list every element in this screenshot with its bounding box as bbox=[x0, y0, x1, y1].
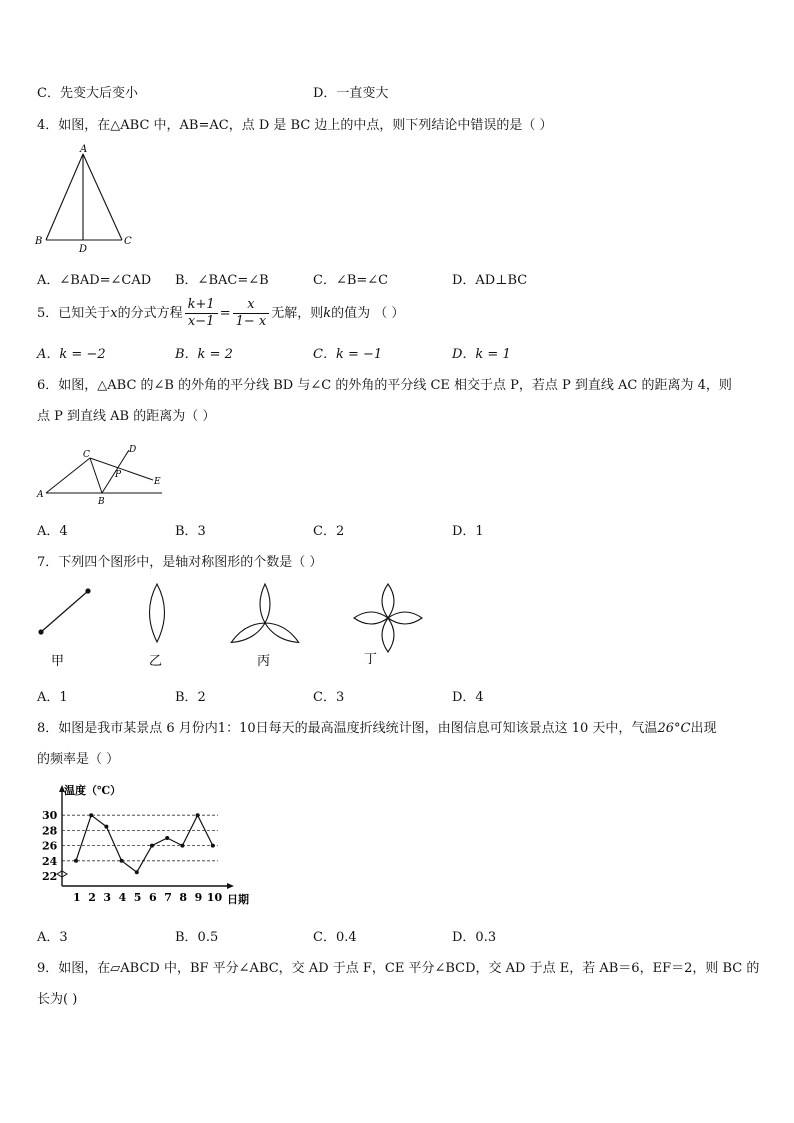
q8-stem-line1 bbox=[37, 717, 716, 736]
q5-stem-mid2: 无解，则 bbox=[271, 306, 324, 321]
q8-option-c: C．0.4 bbox=[313, 930, 357, 945]
chart-ytick-label: 26 bbox=[42, 839, 58, 853]
chart-data-point bbox=[150, 844, 154, 848]
q8-stem-line1-a: 8．如图是我市某景点 6 月份内1：10日每天的最高温度折线统计图，由图信息可知该景点这 10 天中，气温 bbox=[37, 721, 658, 736]
q5-var-x: x bbox=[110, 306, 118, 321]
q9-stem-line1: 9．如图，在▱ABCD 中，BF 平分∠ABC，交 AD 于点 F，CE 平分∠BCD，交 AD 于点 E，若 AB＝6，EF＝2，则 BC 的 bbox=[37, 961, 760, 976]
chart-xtick-label: 6 bbox=[149, 891, 157, 904]
q6-bisector-figure bbox=[32, 440, 172, 510]
q7-option-d: D．4 bbox=[452, 690, 484, 705]
q6-option-b: B．3 bbox=[175, 524, 206, 539]
chart-data-point bbox=[135, 870, 139, 874]
q5-stem-prefix: 5．已知关于 bbox=[37, 306, 111, 321]
q7-option-b: B．2 bbox=[175, 690, 206, 705]
q6-label-a: A bbox=[37, 490, 44, 500]
q5-equals: = bbox=[219, 306, 231, 321]
q4-option-b: B．∠BAC=∠B bbox=[175, 273, 269, 288]
chart-xtick-label: 1 bbox=[73, 891, 81, 904]
q5-var-k: k bbox=[323, 306, 332, 321]
chart-ytick-label: 30 bbox=[42, 809, 58, 823]
q5-frac2-num: x bbox=[233, 297, 270, 314]
q6-label-e: E bbox=[154, 477, 161, 487]
chart-xtick-label: 2 bbox=[88, 891, 96, 904]
q5-option-a: A．k = −2 bbox=[37, 347, 106, 362]
q5-stem-mid: 的分式方程 bbox=[117, 306, 183, 321]
q4-option-a: A．∠BAD=∠CAD bbox=[37, 273, 152, 288]
chart-data-point bbox=[196, 813, 200, 817]
q5-frac2-den: 1− x bbox=[235, 314, 267, 329]
q5-frac1-den: x−1 bbox=[187, 314, 215, 329]
q7-figures bbox=[30, 578, 450, 678]
q6-label-d: D bbox=[129, 445, 137, 455]
q7-label-bing: 丙 bbox=[257, 654, 271, 669]
chart-xtick-label: 9 bbox=[194, 891, 203, 904]
q5-fraction-left bbox=[185, 297, 218, 330]
chart-ytick-label: 24 bbox=[42, 854, 58, 868]
q3-option-d: D．一直变大 bbox=[313, 86, 389, 101]
q6-label-p: P bbox=[115, 470, 122, 480]
q8-option-a: A．3 bbox=[37, 930, 68, 945]
q6-stem-line2: 点 P 到直线 AB 的距离为（ ） bbox=[37, 409, 216, 424]
q5-option-d: D．k = 1 bbox=[452, 347, 511, 362]
q7-figure-yi bbox=[150, 584, 165, 642]
q4-triangle-figure bbox=[32, 142, 142, 257]
q7-option-c: C．3 bbox=[313, 690, 345, 705]
chart-ytick-label: 28 bbox=[42, 824, 58, 838]
q5-stem-suffix: 的值为 （ ） bbox=[331, 306, 405, 321]
chart-data-point bbox=[89, 813, 93, 817]
chart-series-line bbox=[76, 815, 213, 872]
q7-figure-bing bbox=[229, 584, 302, 647]
q8-temperature-chart bbox=[38, 780, 258, 910]
chart-xtick-label: 4 bbox=[118, 891, 127, 904]
chart-data-point bbox=[211, 844, 215, 848]
q7-stem: 7．下列四个图形中，是轴对称图形的个数是（ ） bbox=[37, 555, 323, 570]
q8-stem-temp: 26°C bbox=[657, 721, 691, 736]
q6-option-a: A．4 bbox=[37, 524, 68, 539]
chart-xtick-label: 5 bbox=[133, 891, 142, 904]
q4-label-c: C bbox=[124, 236, 132, 247]
q6-option-c: C．2 bbox=[313, 524, 345, 539]
q4-label-d: D bbox=[79, 244, 88, 255]
q4-option-d: D．AD⊥BC bbox=[452, 273, 528, 288]
chart-xtick-label: 3 bbox=[103, 891, 112, 904]
q7-figure-ding bbox=[354, 584, 422, 652]
q4-stem: 4．如图，在△ABC 中，AB=AC，点 D 是 BC 边上的中点，则下列结论中错误的是（ ） bbox=[37, 118, 553, 133]
chart-title: 温度（℃） bbox=[64, 784, 122, 797]
chart-data-point bbox=[104, 825, 108, 829]
chart-xtick-label: 10 bbox=[206, 891, 223, 904]
chart-xtick-label: 7 bbox=[164, 891, 172, 904]
chart-data-point bbox=[165, 836, 169, 840]
q5-option-b: B．k = 2 bbox=[175, 347, 233, 362]
q7-option-a: A．1 bbox=[37, 690, 68, 705]
q4-label-b: B bbox=[35, 236, 43, 247]
q4-label-a: A bbox=[80, 144, 88, 155]
q7-label-yi: 乙 bbox=[149, 654, 163, 669]
q5-stem bbox=[37, 296, 404, 332]
q9-stem-line2: 长为( ) bbox=[37, 992, 78, 1007]
q5-option-c: C．k = −1 bbox=[313, 347, 383, 362]
chart-data-point bbox=[180, 844, 184, 848]
q5-fraction-right bbox=[233, 297, 270, 330]
q6-stem-line1: 6．如图，△ABC 的∠B 的外角的平分线 BD 与∠C 的外角的平分线 CE 相交于点 P，若点 P 到直线 AC 的距离为 4，则 bbox=[37, 378, 732, 393]
q4-option-c: C．∠B=∠C bbox=[313, 273, 389, 288]
chart-data-point bbox=[74, 859, 78, 863]
q7-label-ding: 丁 bbox=[364, 652, 378, 667]
q6-label-c: C bbox=[83, 450, 90, 460]
q8-option-b: B．0.5 bbox=[175, 930, 219, 945]
q5-frac1-num: k+1 bbox=[185, 297, 218, 314]
q6-label-b: B bbox=[98, 497, 105, 507]
q7-figure-jia bbox=[38, 588, 90, 634]
q8-option-d: D．0.3 bbox=[452, 930, 497, 945]
q7-label-jia: 甲 bbox=[51, 654, 65, 669]
chart-data-point bbox=[120, 859, 124, 863]
chart-ytick-label: 22 bbox=[42, 870, 58, 883]
q6-option-d: D．1 bbox=[452, 524, 484, 539]
q8-stem-line2: 的频率是（ ） bbox=[37, 752, 120, 767]
q3-option-c: C．先变大后变小 bbox=[37, 86, 138, 101]
q8-stem-line1-b: 出现 bbox=[690, 721, 717, 736]
chart-xtick-label: 8 bbox=[179, 891, 188, 904]
chart-xlabel: 日期 bbox=[227, 893, 249, 906]
